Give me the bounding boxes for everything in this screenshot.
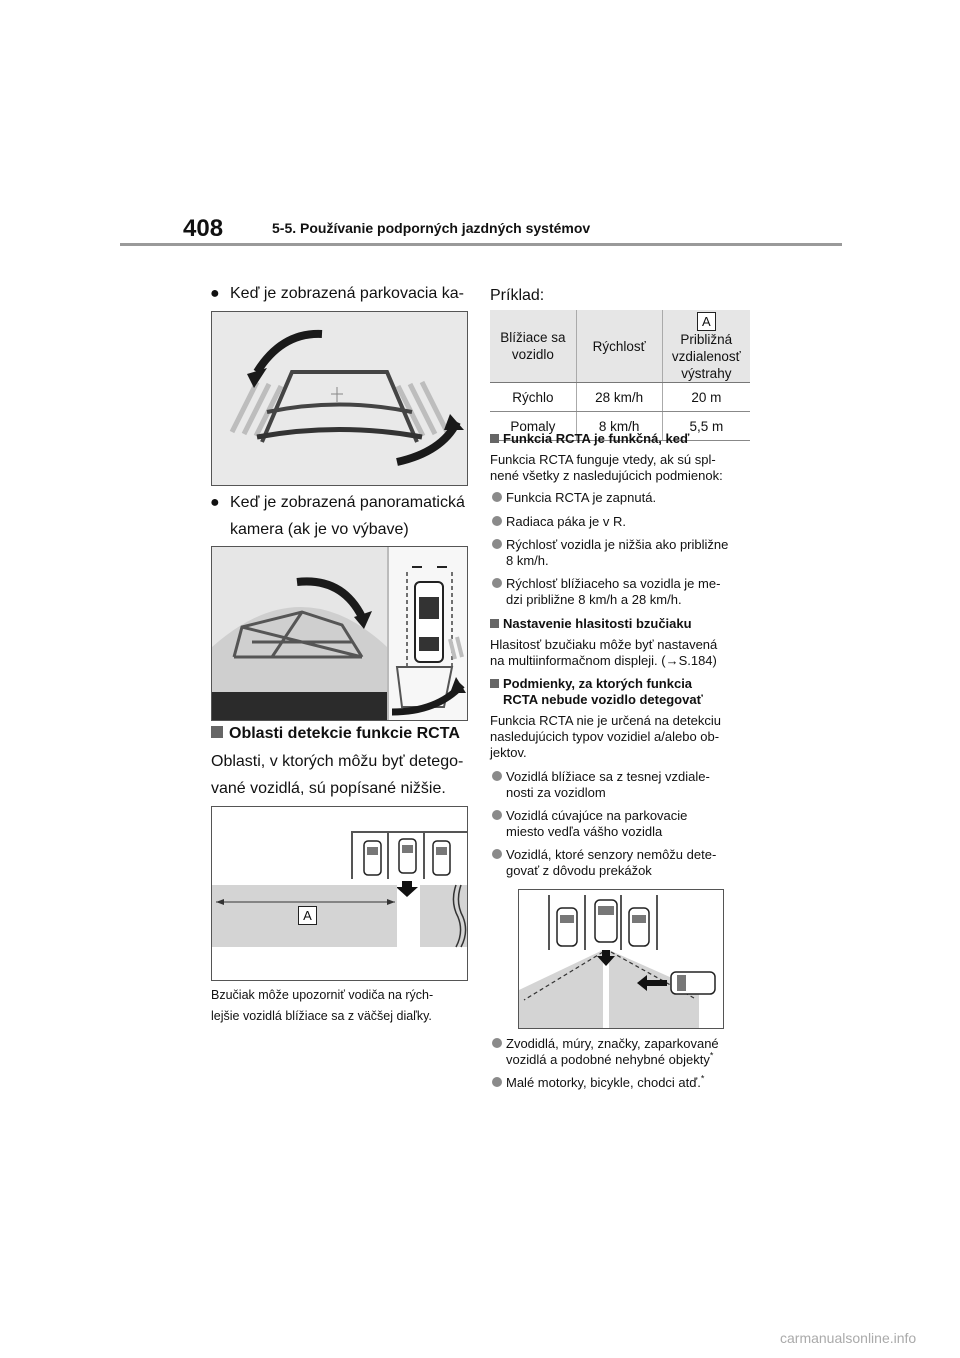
non-detection-item <box>506 808 687 840</box>
excluded-object-item <box>506 1075 704 1091</box>
para-line: Funkcia RCTA nie je určená na detekciu <box>490 713 721 728</box>
para-line: Hlasitosť bzučiaku môže byť nastavená <box>490 637 718 652</box>
square-bullet-icon <box>490 679 499 688</box>
bullet-dot-icon <box>492 1038 502 1048</box>
heading-text: Funkcia RCTA je funkčná, keď <box>503 431 690 446</box>
square-bullet-icon <box>490 619 499 628</box>
panoramic-camera-illustration <box>212 547 467 720</box>
table-header-text: Približná vzdialenosť výstrahy <box>671 332 741 381</box>
footnote-mark: * <box>709 1050 714 1061</box>
bullet-dot-icon <box>492 771 502 781</box>
square-bullet-icon <box>211 726 223 738</box>
heading-rcta-functional <box>490 431 689 447</box>
heading-text: RCTA nebude vozidlo detegovať <box>503 692 703 707</box>
bullet-line: Keď je zobrazená parkovacia ka- <box>230 285 464 302</box>
table-cell: 20 m <box>662 383 750 412</box>
table-cell: 8 km/h <box>576 412 662 441</box>
caption-line: lejšie vozidlá blížiace sa z väčšej diaľky. <box>211 1009 432 1023</box>
heading-text: Podmienky, za ktorých funkcia <box>503 676 693 691</box>
table-row <box>490 383 750 412</box>
bullet-dot-icon: ● <box>210 285 220 302</box>
item-line: nosti za vozidlom <box>506 785 606 800</box>
excluded-object-item <box>506 1036 719 1068</box>
detection-area-illustration <box>212 807 467 980</box>
paragraph-non-detection <box>490 713 755 761</box>
bullet-dot-icon <box>492 516 502 526</box>
bullet-line: kamera (ak je vo výbave) <box>230 521 409 538</box>
table-cell: Pomaly <box>490 412 576 441</box>
heading-buzzer-volume <box>490 616 692 632</box>
condition-item <box>506 576 720 608</box>
paragraph-volume <box>490 637 755 669</box>
figure-parking-camera <box>211 311 468 486</box>
item-line: Zvodidlá, múry, značky, zaparkované <box>506 1036 719 1051</box>
item-line: Vozidlá blížiace sa z tesnej vzdiale- <box>506 769 710 784</box>
para-line: nené všetky z nasledujúcich podmienok: <box>490 468 723 483</box>
non-detection-item <box>506 769 710 801</box>
item-line: vozidlá a podobné nehybné objekty <box>506 1052 710 1067</box>
table-cell: Rýchlo <box>490 383 576 412</box>
bullet-dot-icon <box>492 810 502 820</box>
figure-obstruction <box>518 889 724 1029</box>
condition-item <box>506 537 728 569</box>
heading-non-detection <box>490 676 703 708</box>
item-line: miesto vedľa vášho vozidla <box>506 824 663 839</box>
item-line: dzi približne 8 km/h a 28 km/h. <box>506 592 682 607</box>
condition-item <box>506 514 626 530</box>
item-line: Malé motorky, bicykle, chodci atď. <box>506 1075 701 1090</box>
item-line: Rýchlosť blížiaceho sa vozidla je me- <box>506 576 721 591</box>
watermark: carmanualsonline.info <box>780 1330 917 1346</box>
figure-caption <box>211 985 473 1027</box>
caption-line: Bzučiak môže upozorniť vodiča na rých- <box>211 988 434 1002</box>
header-divider <box>120 243 842 246</box>
figure-detection-areas <box>211 806 468 981</box>
para-line: vané vozidlá, sú popísané nižšie. <box>211 780 446 797</box>
bullet-panoramic-camera <box>210 489 470 543</box>
section-heading-rcta-areas <box>211 725 460 743</box>
table-header-cell: Rýchlosť <box>576 310 662 383</box>
para-line: na multiinformačnom displeji. (→S.184) <box>490 653 717 668</box>
square-bullet-icon <box>490 434 499 443</box>
item-line: Radiaca páka je v R. <box>506 514 626 529</box>
bullet-dot-icon: ● <box>210 494 220 511</box>
item-line: Funkcia RCTA je zapnutá. <box>506 490 657 505</box>
paragraph-conditions <box>490 452 755 484</box>
bullet-dot-icon <box>492 492 502 502</box>
bullet-dot-icon <box>492 1077 502 1087</box>
example-table <box>490 310 750 441</box>
page-number: 408 <box>183 215 224 242</box>
item-line: Vozidlá cúvajúce na parkovacie <box>506 808 688 823</box>
parking-camera-illustration <box>212 312 467 485</box>
paragraph-detection-areas <box>211 748 473 802</box>
para-line: Funkcia RCTA funguje vtedy, ak sú spl- <box>490 452 716 467</box>
bullet-dot-icon <box>492 849 502 859</box>
para-line: nasledujúcich typov vozidiel a/alebo ob- <box>490 729 720 744</box>
figure-panoramic-camera <box>211 546 468 721</box>
para-line: jektov. <box>490 745 527 760</box>
area-badge: A <box>298 906 317 925</box>
table-cell: 5,5 m <box>662 412 750 441</box>
table-header-row <box>490 310 750 383</box>
example-label: Príklad: <box>490 287 545 304</box>
bullet-dot-icon <box>492 539 502 549</box>
chapter-title: 5-5. Používanie podporných jazdných systémov <box>272 220 591 236</box>
item-line: 8 km/h. <box>506 553 549 568</box>
item-line: govať z dôvodu prekážok <box>506 863 652 878</box>
bullet-line: Keď je zobrazená panoramatická <box>230 494 465 511</box>
footnote-mark: * <box>700 1073 705 1084</box>
bullet-dot-icon <box>492 578 502 588</box>
table-header-cell: Blížiace sa vozidlo <box>490 310 576 383</box>
table-header-badge: A <box>697 312 716 331</box>
table-cell: 28 km/h <box>576 383 662 412</box>
section-heading-text: Oblasti detekcie funkcie RCTA <box>229 725 460 742</box>
para-line: Oblasti, v ktorých môžu byť detego- <box>211 753 464 770</box>
condition-item <box>506 490 656 506</box>
item-line: Rýchlosť vozidla je nižšia ako približne <box>506 537 729 552</box>
obstruction-illustration <box>519 890 723 1028</box>
heading-text: Nastavenie hlasitosti bzučiaku <box>503 616 692 631</box>
item-line: Vozidlá, ktoré senzory nemôžu dete- <box>506 847 717 862</box>
non-detection-item <box>506 847 716 879</box>
table-header-cell <box>662 310 750 383</box>
